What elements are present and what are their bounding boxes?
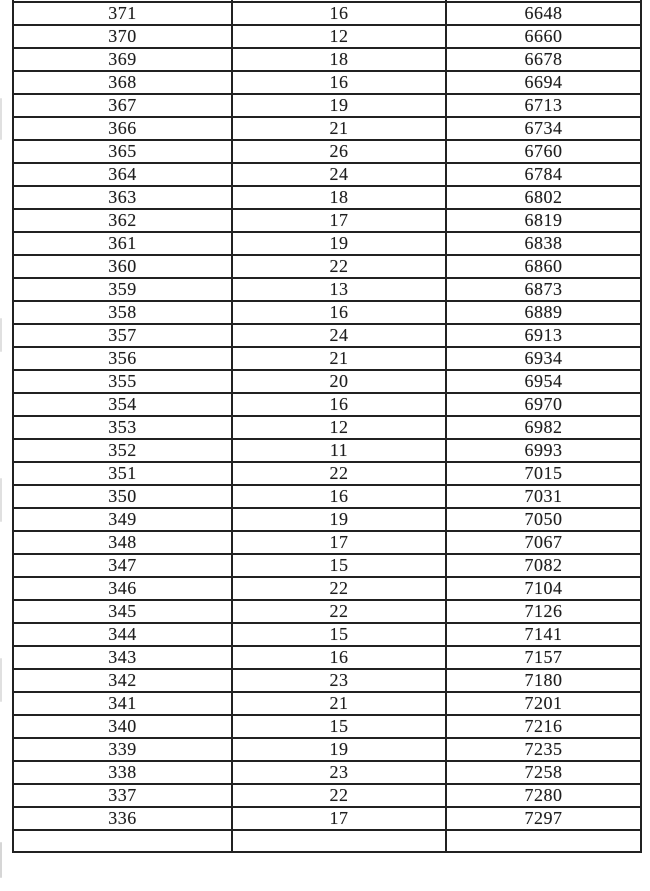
cumulative-cell: 7104 [446, 577, 641, 600]
cumulative-cell: 7126 [446, 600, 641, 623]
table-row [13, 554, 641, 577]
score-cell: 354 [13, 393, 232, 416]
cumulative-cell: 6713 [446, 94, 641, 117]
table-row [13, 186, 641, 209]
table-row [13, 301, 641, 324]
table-row [13, 347, 641, 370]
score-cell: 367 [13, 94, 232, 117]
count-cell: 17 [232, 531, 446, 554]
count-cell: 23 [232, 761, 446, 784]
table-row [13, 623, 641, 646]
score-cell: 342 [13, 669, 232, 692]
table-row [13, 416, 641, 439]
count-cell: 15 [232, 715, 446, 738]
table-row [13, 692, 641, 715]
count-cell: 18 [232, 48, 446, 71]
score-cell: 369 [13, 48, 232, 71]
cumulative-cell [446, 830, 641, 853]
score-cell: 348 [13, 531, 232, 554]
scan-edge-artifact [0, 478, 2, 522]
table-row-partial-bottom [13, 830, 641, 853]
score-cell: 366 [13, 117, 232, 140]
count-cell: 12 [232, 416, 446, 439]
cumulative-cell: 6934 [446, 347, 641, 370]
table-row [13, 255, 641, 278]
cumulative-cell: 7280 [446, 784, 641, 807]
table-row [13, 71, 641, 94]
table-row [13, 784, 641, 807]
table-row [13, 577, 641, 600]
count-cell: 16 [232, 2, 446, 25]
table-row [13, 807, 641, 830]
count-cell: 21 [232, 692, 446, 715]
cumulative-cell: 6838 [446, 232, 641, 255]
count-cell: 21 [232, 347, 446, 370]
score-cell: 343 [13, 646, 232, 669]
score-cell: 355 [13, 370, 232, 393]
table-row [13, 140, 641, 163]
score-cell: 345 [13, 600, 232, 623]
table-row [13, 531, 641, 554]
table-row [13, 117, 641, 140]
score-cell: 364 [13, 163, 232, 186]
cumulative-cell: 7297 [446, 807, 641, 830]
score-cell: 358 [13, 301, 232, 324]
cumulative-cell: 6660 [446, 25, 641, 48]
count-cell: 19 [232, 508, 446, 531]
score-cell: 356 [13, 347, 232, 370]
score-distribution-table [12, 0, 642, 853]
score-cell: 338 [13, 761, 232, 784]
count-cell: 16 [232, 71, 446, 94]
count-cell: 19 [232, 738, 446, 761]
cumulative-cell: 7015 [446, 462, 641, 485]
count-cell: 22 [232, 255, 446, 278]
cumulative-cell: 6648 [446, 2, 641, 25]
score-cell: 360 [13, 255, 232, 278]
scan-edge-artifact [0, 98, 2, 140]
count-cell: 26 [232, 140, 446, 163]
cumulative-cell: 7157 [446, 646, 641, 669]
cumulative-cell: 6860 [446, 255, 641, 278]
cumulative-cell: 7180 [446, 669, 641, 692]
count-cell: 12 [232, 25, 446, 48]
count-cell: 17 [232, 807, 446, 830]
score-cell: 357 [13, 324, 232, 347]
scan-edge-artifact [0, 842, 2, 878]
table-row [13, 163, 641, 186]
table-row [13, 278, 641, 301]
cumulative-cell: 7141 [446, 623, 641, 646]
count-cell: 11 [232, 439, 446, 462]
cumulative-cell: 6970 [446, 393, 641, 416]
table-row [13, 761, 641, 784]
cumulative-cell: 6819 [446, 209, 641, 232]
table-row [13, 485, 641, 508]
count-cell: 22 [232, 600, 446, 623]
score-cell: 339 [13, 738, 232, 761]
table-row [13, 324, 641, 347]
count-cell: 16 [232, 393, 446, 416]
table-row [13, 462, 641, 485]
cumulative-cell: 7031 [446, 485, 641, 508]
cumulative-cell: 6993 [446, 439, 641, 462]
count-cell: 22 [232, 784, 446, 807]
score-cell: 349 [13, 508, 232, 531]
cumulative-cell: 6760 [446, 140, 641, 163]
score-cell: 340 [13, 715, 232, 738]
count-cell: 16 [232, 485, 446, 508]
cumulative-cell: 6694 [446, 71, 641, 94]
count-cell: 22 [232, 577, 446, 600]
score-cell: 350 [13, 485, 232, 508]
count-cell: 18 [232, 186, 446, 209]
table-row [13, 508, 641, 531]
score-cell: 344 [13, 623, 232, 646]
scan-edge-artifact [0, 318, 2, 352]
table-row [13, 48, 641, 71]
table-row [13, 393, 641, 416]
table-row [13, 2, 641, 25]
scan-edge-artifact [0, 658, 2, 702]
count-cell: 13 [232, 278, 446, 301]
score-cell: 337 [13, 784, 232, 807]
count-cell: 22 [232, 462, 446, 485]
cumulative-cell: 6784 [446, 163, 641, 186]
table-row [13, 646, 641, 669]
cumulative-cell: 6734 [446, 117, 641, 140]
cumulative-cell: 7067 [446, 531, 641, 554]
cumulative-cell: 7082 [446, 554, 641, 577]
count-cell: 17 [232, 209, 446, 232]
count-cell: 16 [232, 301, 446, 324]
table-row [13, 669, 641, 692]
score-cell: 353 [13, 416, 232, 439]
cumulative-cell: 6954 [446, 370, 641, 393]
count-cell: 15 [232, 623, 446, 646]
count-cell: 24 [232, 163, 446, 186]
score-cell: 371 [13, 2, 232, 25]
table-row [13, 232, 641, 255]
cumulative-cell: 6913 [446, 324, 641, 347]
cumulative-cell: 6802 [446, 186, 641, 209]
count-cell: 20 [232, 370, 446, 393]
score-cell: 336 [13, 807, 232, 830]
table-row [13, 600, 641, 623]
count-cell: 21 [232, 117, 446, 140]
table-row [13, 439, 641, 462]
score-table-body [13, 0, 641, 852]
score-cell: 341 [13, 692, 232, 715]
score-cell: 361 [13, 232, 232, 255]
score-cell: 370 [13, 25, 232, 48]
cumulative-cell: 7050 [446, 508, 641, 531]
cumulative-cell: 6889 [446, 301, 641, 324]
table-row [13, 370, 641, 393]
cumulative-cell: 6678 [446, 48, 641, 71]
score-cell: 352 [13, 439, 232, 462]
table-row [13, 94, 641, 117]
count-cell: 24 [232, 324, 446, 347]
score-cell: 363 [13, 186, 232, 209]
cumulative-cell: 7235 [446, 738, 641, 761]
count-cell: 19 [232, 94, 446, 117]
score-cell [13, 830, 232, 853]
cumulative-cell: 6873 [446, 278, 641, 301]
cumulative-cell: 7201 [446, 692, 641, 715]
score-cell: 359 [13, 278, 232, 301]
cumulative-cell: 6982 [446, 416, 641, 439]
score-cell: 362 [13, 209, 232, 232]
count-cell: 16 [232, 646, 446, 669]
cumulative-cell: 7258 [446, 761, 641, 784]
count-cell: 23 [232, 669, 446, 692]
table-row [13, 738, 641, 761]
table-row [13, 209, 641, 232]
table-row [13, 715, 641, 738]
score-cell: 365 [13, 140, 232, 163]
score-cell: 351 [13, 462, 232, 485]
table-row [13, 25, 641, 48]
score-cell: 347 [13, 554, 232, 577]
count-cell [232, 830, 446, 853]
score-cell: 368 [13, 71, 232, 94]
score-cell: 346 [13, 577, 232, 600]
cumulative-cell: 7216 [446, 715, 641, 738]
count-cell: 19 [232, 232, 446, 255]
count-cell: 15 [232, 554, 446, 577]
